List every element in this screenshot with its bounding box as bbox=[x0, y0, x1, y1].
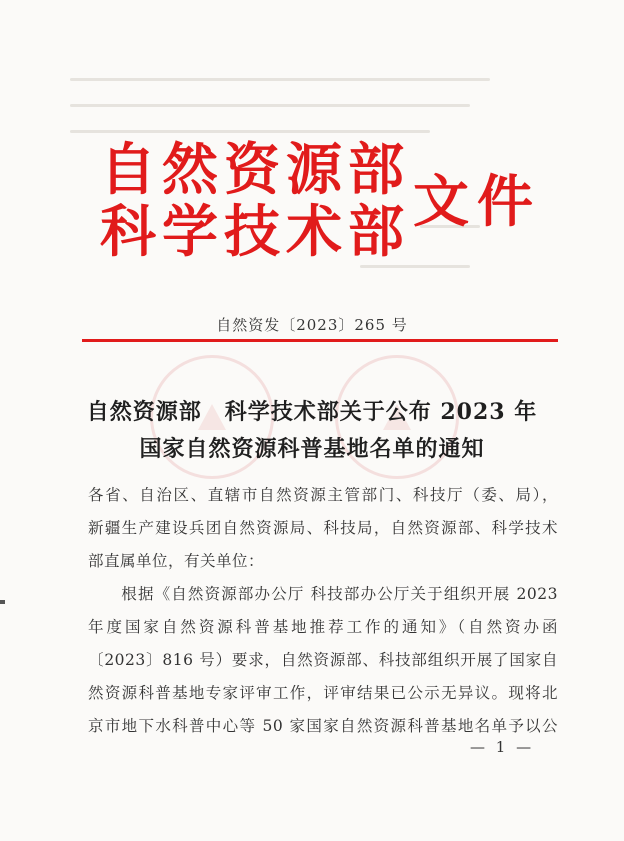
show-through-line bbox=[70, 78, 490, 81]
body-line: 新疆生产建设兵团自然资源局、科技局，自然资源部、科学技术 bbox=[88, 519, 558, 537]
body-line: 年度国家自然资源科普基地推荐工作的通知》（自然资办函 bbox=[88, 618, 558, 636]
document-type-label: 文件 bbox=[413, 170, 541, 235]
document-number: 自然资发〔2023〕265 号 bbox=[216, 316, 408, 334]
agency-name-line2: 科学技术部 bbox=[100, 200, 410, 265]
body-line: 各省、自治区、直辖市自然资源主管部门、科技厅（委、局）， bbox=[88, 486, 558, 504]
agency-name-line1: 自然资源部 bbox=[100, 138, 410, 203]
body-line: 〔2023〕816 号）要求，自然资源部、科技部组织开展了国家自 bbox=[88, 651, 558, 669]
body-line: 然资源科普基地专家评审工作，评审结果已公示无异议。现将北 bbox=[88, 684, 558, 702]
body-line: 京市地下水科普中心等 50 家国家自然资源科普基地名单予以公 bbox=[88, 717, 558, 735]
body-line: 根据《自然资源部办公厅 科技部办公厅关于组织开展 2023 bbox=[88, 585, 558, 603]
notice-title-line1: 自然资源部 科学技术部关于公布 2023 年 bbox=[86, 399, 538, 425]
scan-edge-mark bbox=[0, 600, 5, 604]
show-through-line bbox=[70, 104, 470, 107]
page-number: — 1 — bbox=[470, 738, 535, 756]
notice-title-line2: 国家自然资源科普基地名单的通知 bbox=[139, 436, 485, 462]
red-divider-line bbox=[82, 339, 558, 342]
body-line: 部直属单位，有关单位： bbox=[88, 552, 265, 570]
show-through-line bbox=[70, 130, 430, 133]
show-through-line bbox=[360, 265, 470, 268]
